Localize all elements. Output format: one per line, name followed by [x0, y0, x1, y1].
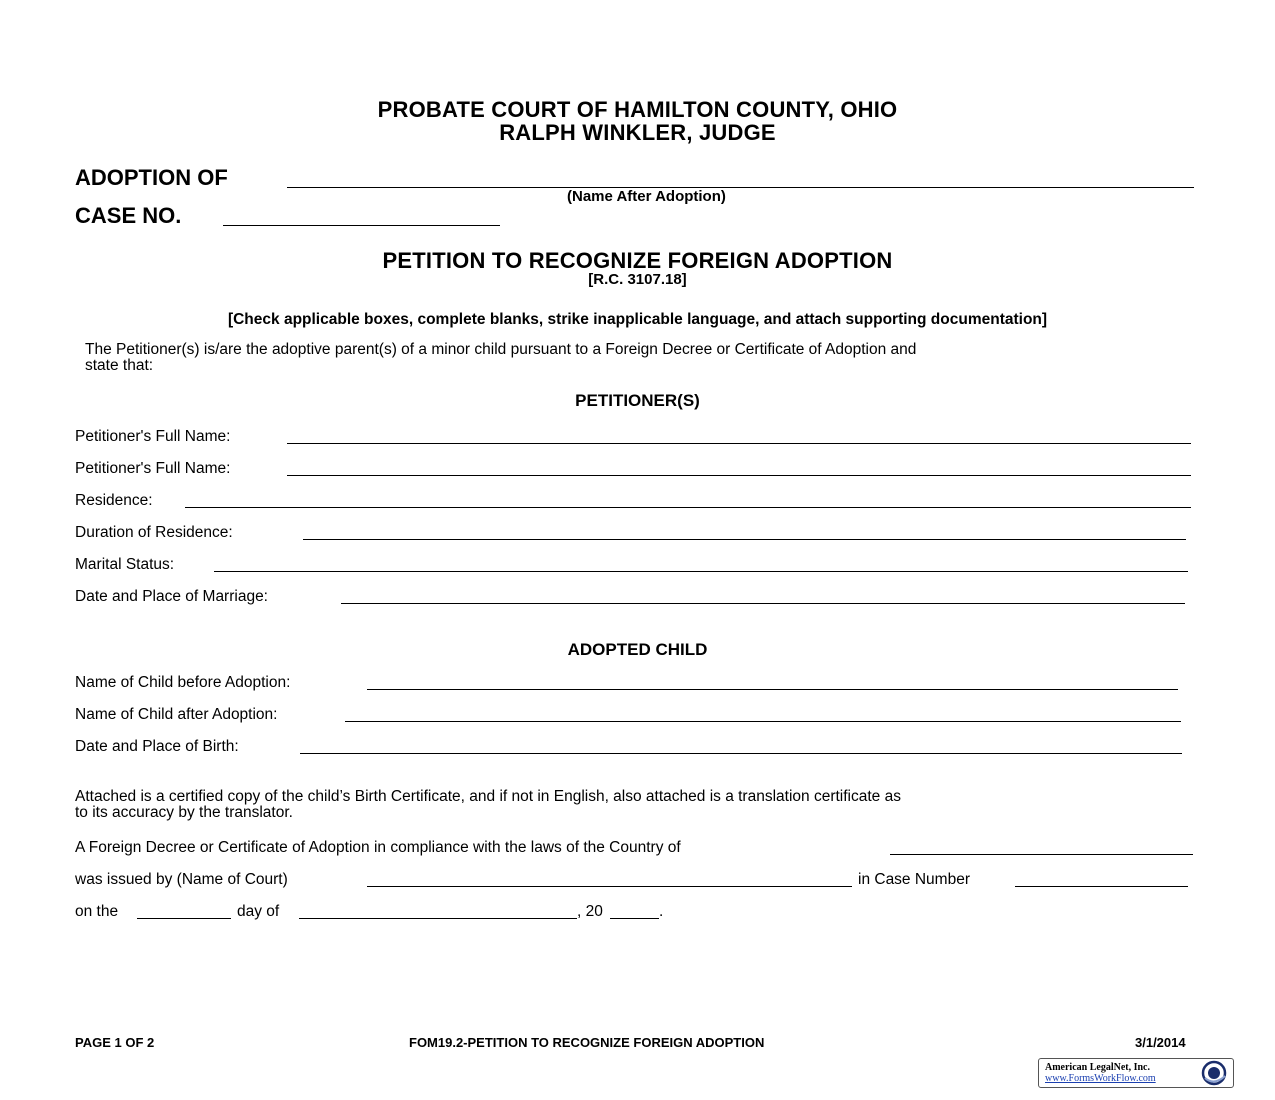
- country-field[interactable]: [890, 854, 1193, 855]
- birth-cert-line-2: to its accuracy by the translator.: [75, 804, 293, 821]
- adoption-name-field[interactable]: [287, 187, 1194, 188]
- case-number-field[interactable]: [1015, 886, 1188, 887]
- form-id: FOM19.2-PETITION TO RECOGNIZE FOREIGN ADOPTION: [409, 1035, 765, 1050]
- marriage-field[interactable]: [341, 603, 1185, 604]
- year-prefix: , 20: [577, 903, 603, 920]
- name-after-field[interactable]: [345, 721, 1181, 722]
- logo-company: American LegalNet, Inc.: [1045, 1062, 1150, 1073]
- case-number-label: in Case Number: [858, 871, 970, 888]
- on-the-label: on the: [75, 903, 119, 920]
- adopted-child-heading: ADOPTED CHILD: [567, 640, 708, 659]
- name-after-adoption-hint: (Name After Adoption): [567, 188, 726, 205]
- globe-icon: [1199, 1060, 1229, 1086]
- marriage-label: Date and Place of Marriage:: [75, 588, 268, 605]
- petitioner-2-field[interactable]: [287, 475, 1191, 476]
- petitioner-2-label: Petitioner's Full Name:: [75, 460, 231, 477]
- court-name-field[interactable]: [367, 886, 852, 887]
- name-after-label: Name of Child after Adoption:: [75, 706, 278, 723]
- residence-label: Residence:: [75, 492, 153, 509]
- duration-field[interactable]: [303, 539, 1186, 540]
- case-no-label: CASE NO.: [75, 203, 182, 228]
- petitioner-1-field[interactable]: [287, 443, 1191, 444]
- marital-status-label: Marital Status:: [75, 556, 175, 573]
- year-field[interactable]: [610, 918, 659, 919]
- month-field[interactable]: [299, 918, 577, 919]
- residence-field[interactable]: [185, 507, 1191, 508]
- day-field[interactable]: [137, 918, 231, 919]
- form-date: 3/1/2014: [1135, 1035, 1186, 1050]
- issued-by-label: was issued by (Name of Court): [75, 871, 288, 888]
- birth-field[interactable]: [300, 753, 1182, 754]
- marital-status-field[interactable]: [214, 571, 1188, 572]
- judge-name: RALPH WINKLER, JUDGE: [499, 120, 776, 145]
- logo-url[interactable]: www.FormsWorkFlow.com: [1045, 1073, 1156, 1084]
- name-before-label: Name of Child before Adoption:: [75, 674, 291, 691]
- intro-line-2: state that:: [85, 357, 154, 374]
- court-name: PROBATE COURT OF HAMILTON COUNTY, OHIO: [377, 97, 898, 122]
- duration-label: Duration of Residence:: [75, 524, 233, 541]
- year-period: .: [659, 903, 664, 920]
- statute-reference: [R.C. 3107.18]: [588, 271, 687, 288]
- page-number: PAGE 1 OF 2: [75, 1035, 155, 1050]
- american-legalnet-logo[interactable]: [1038, 1058, 1234, 1088]
- instructions: [Check applicable boxes, complete blanks, strike inapplicable language, and attach supporting documentation]: [227, 311, 1048, 328]
- intro-text: [85, 342, 916, 374]
- petitioner-1-label: Petitioner's Full Name:: [75, 428, 231, 445]
- birth-certificate-statement: [75, 789, 901, 821]
- decree-text: A Foreign Decree or Certificate of Adoption in compliance with the laws of the Country of: [75, 839, 681, 856]
- petitioners-heading: PETITIONER(S): [575, 391, 700, 410]
- birth-cert-line-1: Attached is a certified copy of the child’s Birth Certificate, and if not in English, also attached is a translation certificate as: [75, 788, 901, 805]
- form-title: PETITION TO RECOGNIZE FOREIGN ADOPTION: [382, 248, 893, 273]
- name-before-field[interactable]: [367, 689, 1178, 690]
- intro-line-1: The Petitioner(s) is/are the adoptive parent(s) of a minor child pursuant to a Foreign Decree or Certificate of Adoption and: [85, 341, 917, 358]
- adoption-of-label: ADOPTION OF: [75, 165, 228, 190]
- day-of-label: day of: [237, 903, 280, 920]
- case-no-field[interactable]: [223, 225, 500, 226]
- birth-label: Date and Place of Birth:: [75, 738, 239, 755]
